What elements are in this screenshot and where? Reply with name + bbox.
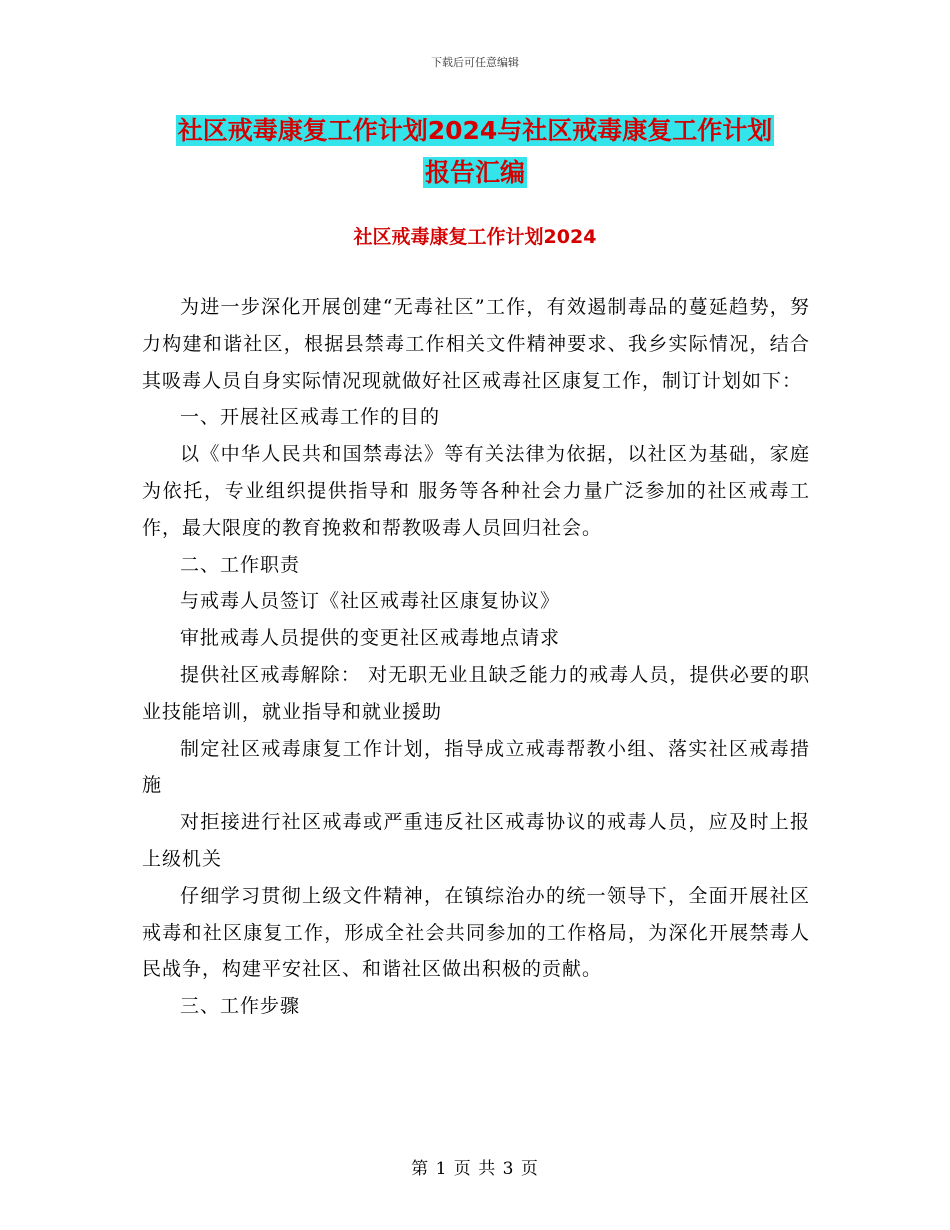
document-body: [142, 289, 810, 1025]
paragraph-study: 仔细学习贯彻上级文件精神，在镇综治办的统一领导下，全面开展社区戒毒和社区康复工作，形成全社会共同参加的工作格局，为深化开展禁毒人民战争，构建平安社区、和谐社区做出积极的贡献。: [142, 884, 810, 981]
heading-steps: 三、工作步骤: [180, 995, 301, 1018]
heading-duties: 二、工作职责: [180, 553, 301, 576]
page-footer: 第 1 页 共 3 页: [411, 1159, 539, 1179]
paragraph-duty-3: 提供社区戒毒解除： 对无职无业且缺乏能力的戒毒人员，提供必要的职业技能培训，就业指导和就业援助: [142, 663, 810, 723]
document-title-line-1: 社区戒毒康复工作计划2024与社区戒毒康复工作计划: [177, 116, 773, 145]
heading-purpose: 一、开展社区戒毒工作的目的: [180, 406, 441, 429]
document-title-line-2: 报告汇编: [424, 158, 525, 187]
paragraph-duty-1: 与戒毒人员签订《社区戒毒社区康复协议》: [180, 590, 561, 613]
section-title: 社区戒毒康复工作计划2024: [353, 226, 597, 248]
paragraph-intro: 为进一步深化开展创建“无毒社区”工作，有效遏制毒品的蔓延趋势，努力构建和谐社区，根据县禁毒工作相关文件精神要求、我乡实际情况，结合其吸毒人员自身实际情况现就做好社区戒毒社区康复工作，制订计划如下：: [142, 296, 810, 392]
paragraph-duty-2: 审批戒毒人员提供的变更社区戒毒地点请求: [180, 627, 561, 650]
paragraph-duty-4: 制定社区戒毒康复工作计划，指导成立戒毒帮教小组、落实社区戒毒措施: [142, 737, 810, 797]
header-note: 下载后可任意编辑: [431, 56, 519, 69]
paragraph-duty-5: 对拒接进行社区戒毒或严重违反社区戒毒协议的戒毒人员，应及时上报上级机关: [142, 811, 810, 870]
paragraph-purpose: 以《中华人民共和国禁毒法》等有关法律为依据，以社区为基础，家庭为依托，专业组织提供指导和 服务等各种社会力量广泛参加的社区戒毒工作，最大限度的教育挽救和帮教吸毒人员回归社会。: [142, 443, 810, 539]
